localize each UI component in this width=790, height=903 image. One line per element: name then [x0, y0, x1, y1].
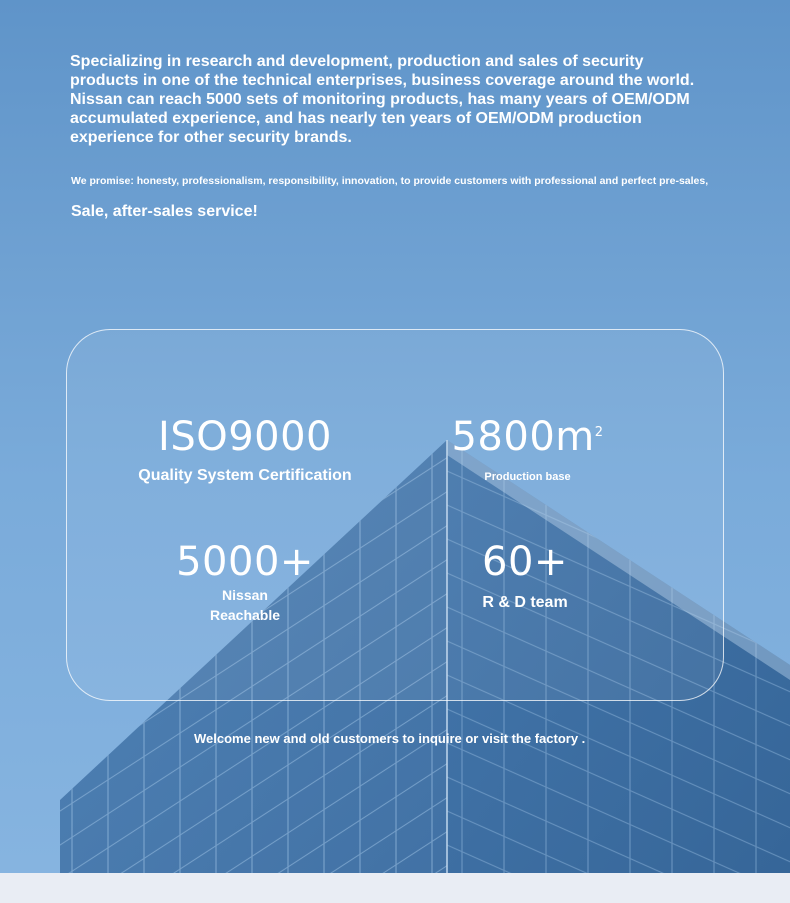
bottom-strip — [0, 873, 790, 903]
stat-iso-label: Quality System Certification — [138, 467, 352, 484]
intro-paragraph: Specializing in research and development, production and sales of security products in one of the technical enterprises, business coverage around the world. Nissan can reach 5000 sets of monitoring products, has many years of OEM/ODM accumulated experience, and has nearly ten years of OEM/ODM production experience for other security brands. — [70, 53, 695, 146]
stat-area — [440, 415, 615, 483]
sale-text: Sale, after-sales service! — [71, 203, 258, 220]
stat-area-label: Production base — [484, 471, 571, 483]
stat-team-label: R & D team — [482, 594, 568, 611]
stat-area-value: 5800m — [451, 414, 595, 460]
stat-team-value: 60+ — [482, 539, 568, 585]
stats-card — [66, 329, 724, 701]
stat-area-unit: 2 — [594, 425, 604, 440]
stat-nissan-label-2: Reachable — [209, 607, 281, 623]
stat-iso-value: ISO9000 — [158, 414, 332, 460]
stat-nissan — [165, 540, 325, 624]
stat-area-value-wrap — [440, 415, 615, 459]
promise-text: We promise: honesty, professionalism, responsibility, innovation, to provide customers with professional and perfect pre-sales, — [71, 175, 709, 187]
stat-nissan-value: 5000+ — [176, 539, 314, 585]
stat-team — [460, 540, 590, 612]
stat-nissan-label-1: Nissan — [222, 587, 268, 603]
stat-iso — [120, 415, 370, 485]
welcome-text: Welcome new and old customers to inquire or visit the factory . — [194, 731, 586, 746]
